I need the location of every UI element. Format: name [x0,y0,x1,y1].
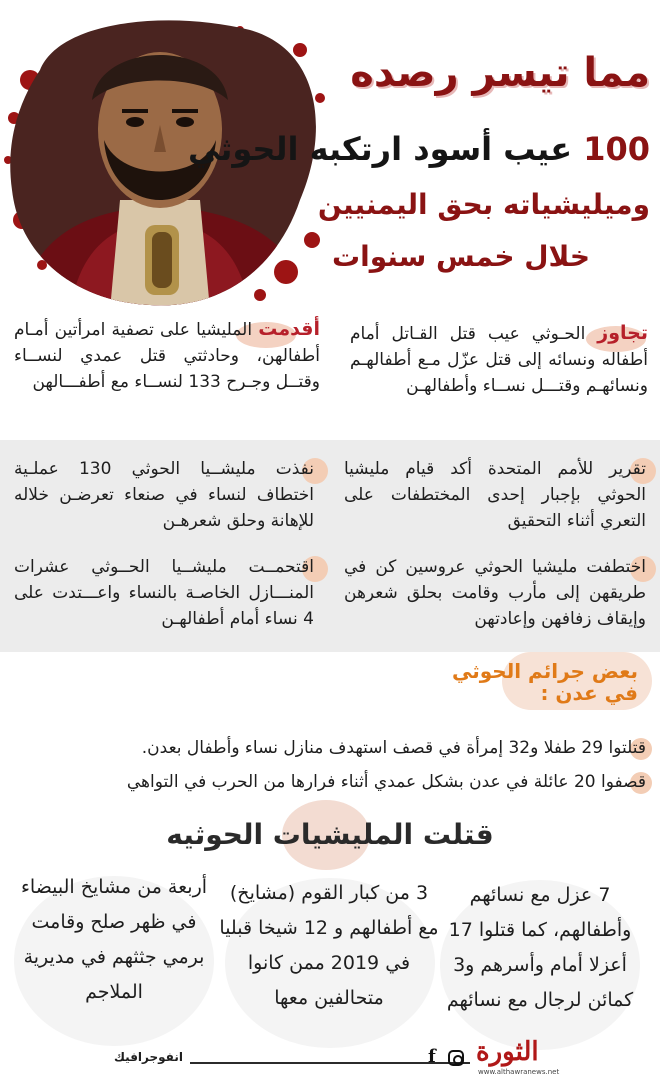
aden-title [452,660,638,704]
brand-logo: الثورة [476,1037,539,1067]
aden-title-line: بعض جرائم الحوثي [452,659,638,683]
aden-item: قتلتوا 29 طفلا و32 إمرأة في قصف استهدف منازل نساء وأطفال بعدن. [141,738,646,758]
aden-item: قصفوا 20 عائلة في عدن بشكل عمدي أثناء فرارها من الحرب في التواهي [126,772,646,792]
fact-card: اختطفت مليشيا الحوثي عروسين كن في طريقهن إلى مأرب وقامت بحلق شعرهن وإيقاف زفافهن وإعادتهن [344,557,646,629]
headline-count-text: عيب أسود ارتكبه الحوثي [187,130,573,168]
killers-column: 3 من كبار القوم (مشايخ) مع أطفالهم و 12 شيخا قبليا في 2019 ممن كانوا متحالفين معها [219,882,439,1009]
card-lead: تجاوز [597,322,648,344]
headline-period: خلال خمس سنوات [331,240,590,273]
aden-title-line: في عدن : [540,681,638,705]
row-intro [0,312,660,438]
brand-url: www.althawranews.net [478,1068,560,1076]
headline-number: 100 [583,130,650,168]
headline-main: مما تيسر رصده [350,50,650,96]
killers-column: 7 عزل مع نسائهم وأطفالهم، كما قتلوا 17 أعزلا أمام وأسرهم و3 كمائن لرجال مع نسائهم [446,884,634,1011]
footer-label: انفوجرافيك [114,1050,183,1064]
killers-column: أربعة من مشايخ البيضاء في ظهر صلح وقامت برمي جثثهم في مديرية الملاجم [20,876,208,1003]
headline-count [188,130,650,168]
headline-sub: وميليشياته بحق اليمنيين [317,188,650,221]
fact-card: تقرير للأمم المتحدة أكد قيام مليشيا الحوثي بإجبار إحدى المختطفات على التعري أثناء التحقيق [344,459,646,531]
killers-title: قتلت المليشيات الحوثيه [166,818,494,851]
card-lead: أقدمت [258,318,321,340]
facebook-icon[interactable]: f [428,1046,436,1067]
card-intro-left [14,316,320,395]
card-intro-right [350,320,648,399]
facts-band [0,440,660,652]
fact-card: نفذت مليشــيا الحوثي 130 عملـية اختطاف لنساء في صنعاء تعرضـن خلاله للإهانة وحلق شعرهـن [14,459,314,531]
card-text: المليشيا على تصفية امرأتين أمـام أطفالهن، وحادثتي قتل عمدي لنســاء وقتــل وجـرح 133 لنســاء مع أطفـــالهن [14,320,320,392]
fact-card: اقتحمــت مليشــيا الحــوثي عشرات المنـــازل الخاصـة بالنساء واعـــتدت على 4 نساء أمام أطفالهـن [14,557,314,629]
card-text: الحـوثي عيب قتل القـاتل أمام أطفاله ونسائه إلى قتل عزّل مـع أطفالهـم ونسائهـم وقتـــل نســاء وأطفالهـن [350,324,648,396]
instagram-icon[interactable] [448,1050,464,1066]
